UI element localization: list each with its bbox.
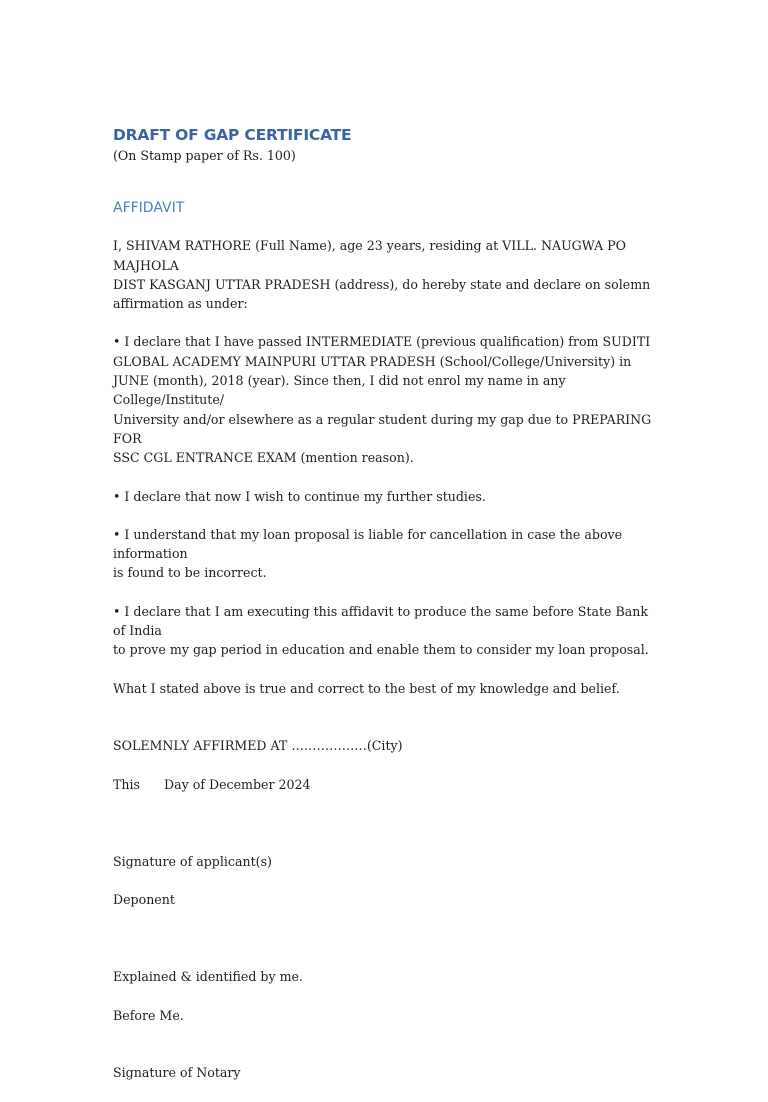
deponent-label: Deponent [113, 892, 175, 908]
date-rest: Day of December 2024 [164, 776, 311, 792]
declaration-purpose: • I declare that I am executing this affidavit to produce the same before State Bank of India to prove my gap period in education and enable them to consider my loan proposal. [113, 603, 649, 658]
date-this: This [113, 776, 141, 792]
before-me: Before Me. [113, 1007, 184, 1023]
declaration-qualification: • I declare that I have passed INTERMEDIATE (previous qualification) from SUDITI GLOBAL ACADEMY MAINPURI UTTAR PRADESH (School/College/University) in JUNE (month), 2018 (year). Since then, I did not enrol my name in any College/Institute/ University and/or elsewhere as a regular student during my gap due to PREPARING FOR SSC CGL ENTRANCE EXAM (mention reason). [113, 334, 652, 466]
truth-statement: What I stated above is true and correct to the best of my knowledge and belief. [113, 680, 620, 696]
declaration-loan-cancellation: • I understand that my loan proposal is liable for cancellation in case the above information is found to be incorrect. [113, 526, 623, 581]
signature-applicant: Signature of applicant(s) [113, 853, 272, 869]
signature-notary: Signature of Notary [113, 1065, 241, 1081]
document-title: DRAFT OF GAP CERTIFICATE [113, 126, 352, 144]
affirmed-at-line: SOLEMNLY AFFIRMED AT ………………(City) [113, 738, 403, 754]
document-body [113, 124, 658, 1102]
date-line [113, 775, 658, 794]
affidavit-heading: AFFIDAVIT [113, 200, 185, 217]
identification-block [113, 948, 658, 1044]
document-subtitle: (On Stamp paper of Rs. 100) [113, 148, 296, 163]
explained-identified: Explained & identified by me. [113, 969, 304, 985]
applicant-signature-block [113, 832, 658, 928]
declaration-continue-studies: • I declare that now I wish to continue my further studies. [113, 488, 486, 504]
affirmation-block [113, 717, 658, 813]
intro-paragraph: I, SHIVAM RATHORE (Full Name), age 23 years, residing at VILL. NAUGWA PO MAJHOLA DIST KASGANJ UTTAR PRADESH (address), do hereby state and declare on solemn affirmation as under: [113, 238, 651, 312]
